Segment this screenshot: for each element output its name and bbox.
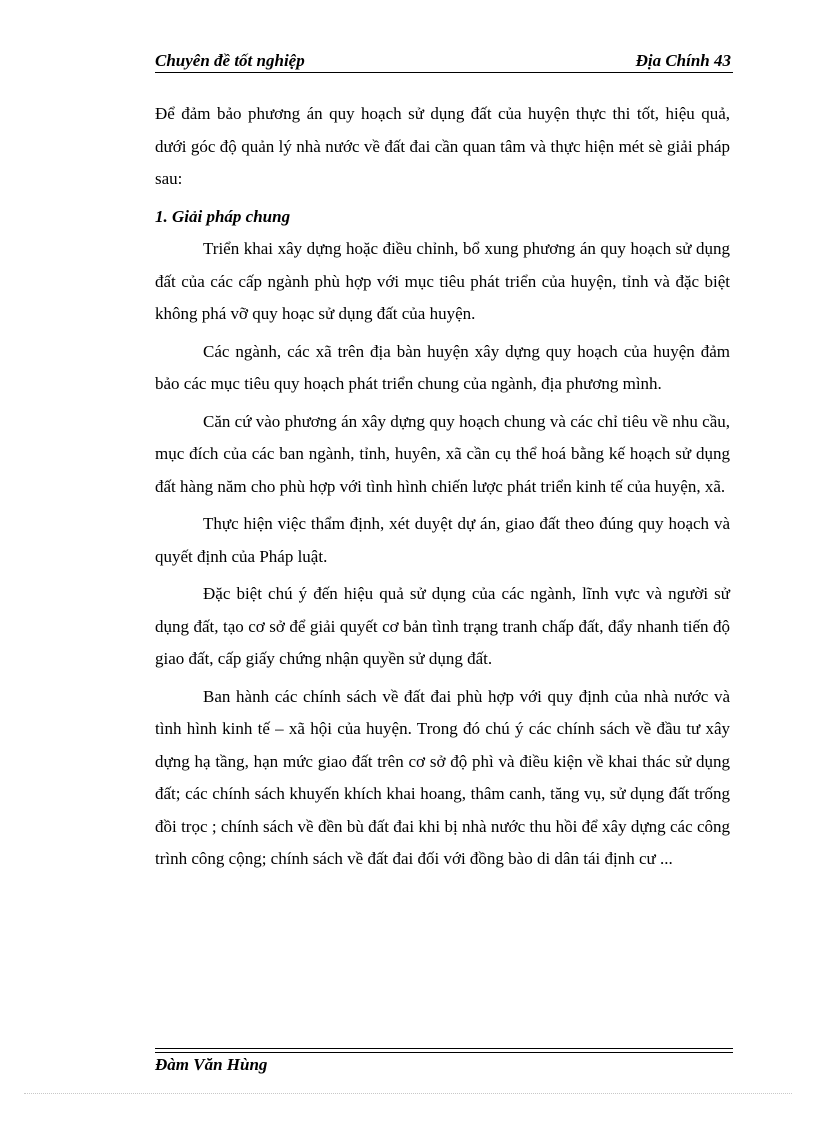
body-paragraph: Thực hiện việc thẩm định, xét duyệt dự án, giao đất theo đúng quy hoạch và quyết định của Pháp luật. (155, 514, 730, 566)
body-paragraph: Đặc biệt chú ý đến hiệu quả sử dụng của các ngành, lĩnh vực và người sử dụng đất, tạo cơ sở để giải quyết cơ bản tình trạng tranh chấp đất, đẩy nhanh tiến độ giao đất, cấp giấy chứng nhận quyền sử dụng đất. (155, 584, 730, 668)
header-rule (155, 72, 733, 73)
footer-author: Đàm Văn Hùng (155, 1055, 268, 1074)
header-title: Chuyên đề tốt nghiệp (155, 51, 305, 70)
intro-paragraph: Để đảm bảo phương án quy hoạch sử dụng đất của huyện thực thi tốt, hiệu quả, dưới góc độ quản lý nhà nước về đất đai cần quan tâm và thực hiện mét sè giải pháp sau: (155, 104, 730, 188)
body-paragraph: Triển khai xây dựng hoặc điều chỉnh, bổ xung phương án quy hoạch sử dụng đất của các cấp ngành phù hợp với mục tiêu phát triển của huyện, tỉnh và đặc biệt không phá vỡ quy hoạc sử dụng đất của huyện. (155, 239, 730, 323)
page-bottom-dotted-line (24, 1093, 792, 1094)
body-paragraph: Các ngành, các xã trên địa bàn huyện xây dựng quy hoạch của huyện đảm bảo các mục tiêu quy hoạch phát triển chung của ngành, địa phương mình. (155, 341, 730, 393)
header-class: Địa Chính 43 (635, 51, 731, 70)
page-header (155, 50, 733, 72)
section-heading: 1. Giải pháp chung (155, 206, 291, 226)
body-paragraph: Ban hành các chính sách về đất đai phù hợp với quy định của nhà nước và tình hình kinh tế – xã hội của huyện. Trong đó chú ý các chính sách về đầu tư xây dựng hạ tầng, hạn mức giao đất trên cơ sở độ phì và điều kiện về khai thác sử dụng đất; các chính sách khuyến khích khai hoang, thâm canh, tăng vụ, sử dụng đất trống đồi trọc ; chính sách về đền bù đất đai khi bị nhà nước thu hồi để xây dựng các công trình công cộng; chính sách về đất đai đối với đồng bào di dân tái định cư ... (155, 686, 730, 868)
footer-rule (155, 1048, 733, 1053)
body-paragraph: Căn cứ vào phương án xây dựng quy hoạch chung và các chỉ tiêu về nhu cầu, mục đích của các ban ngành, tỉnh, huyên, xã cần cụ thể hoá bằng kế hoạch sử dụng đất hàng năm cho phù hợp với tình hình chiến lược phát triển kinh tế của huyện, xã. (155, 411, 730, 496)
document-body (155, 98, 730, 881)
